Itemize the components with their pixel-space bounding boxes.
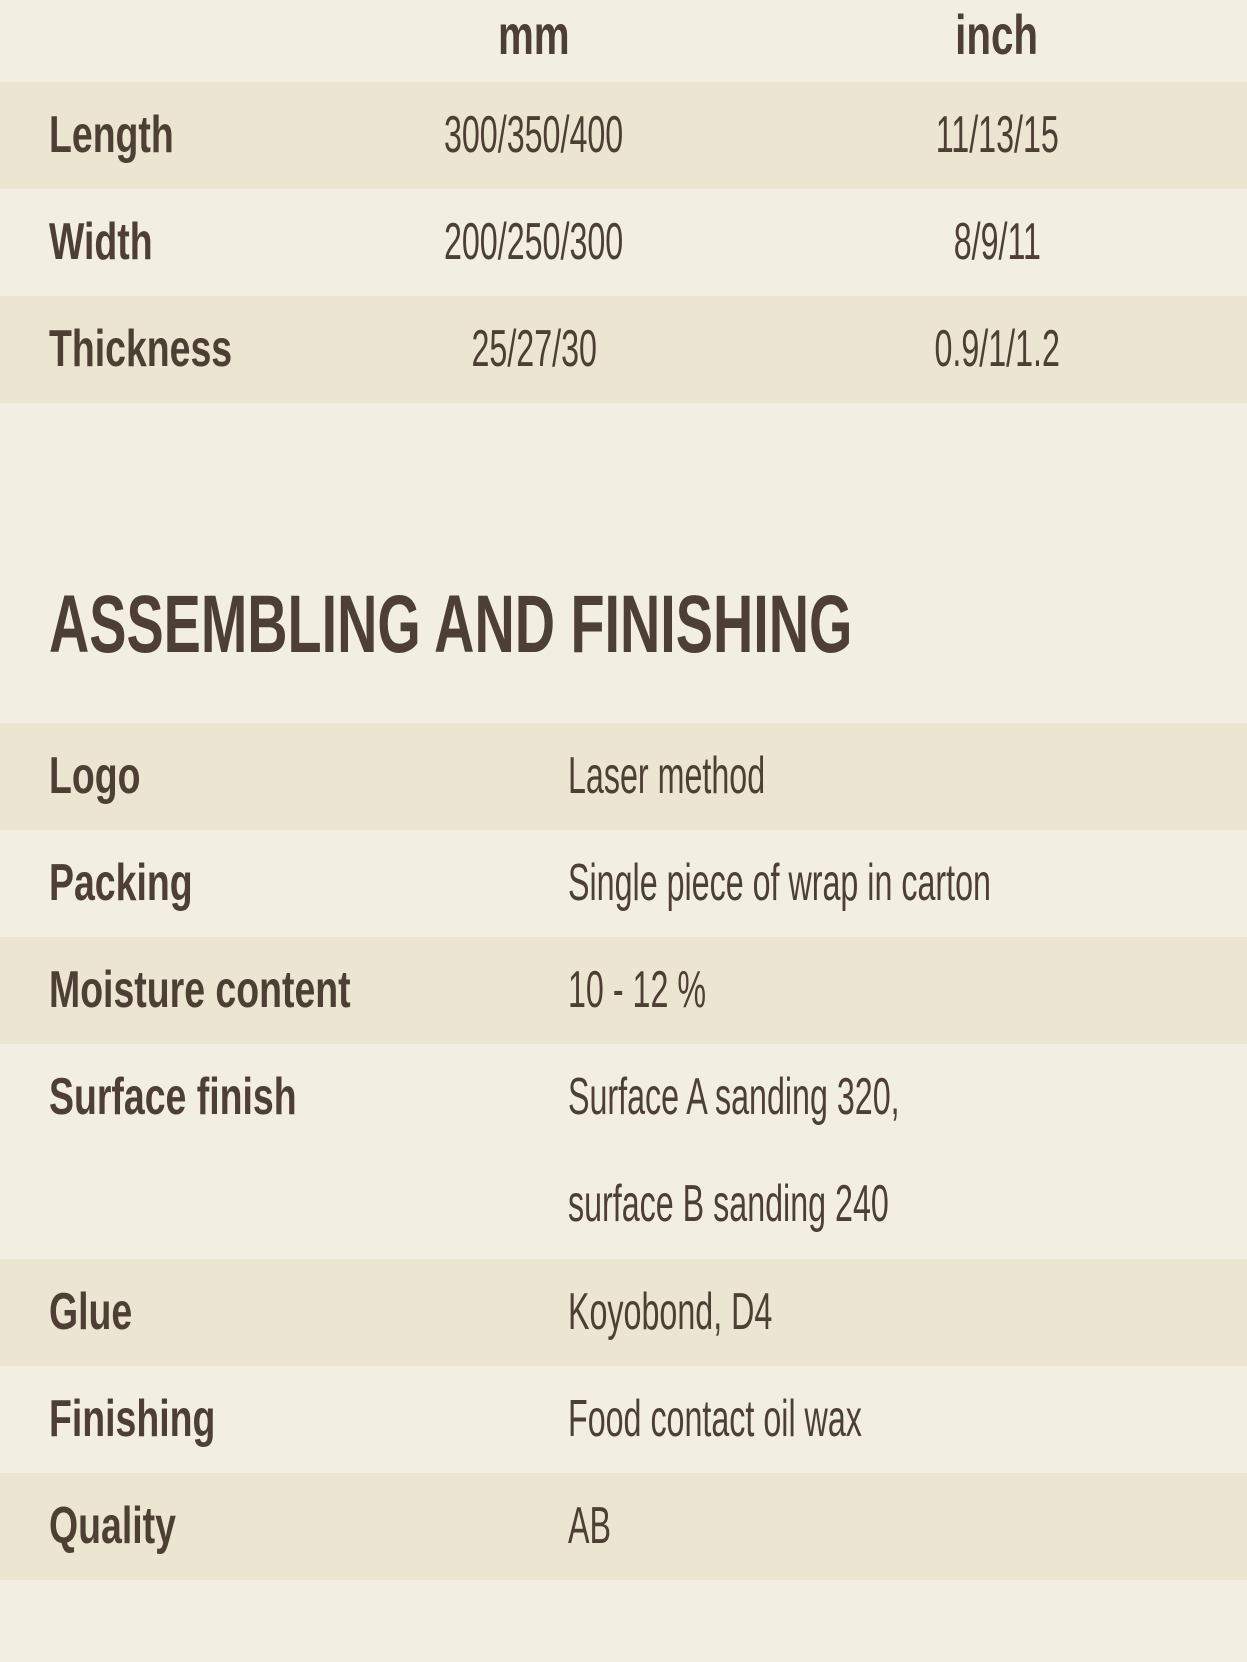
table-row: [0, 1259, 1247, 1366]
spec-value-line: Surface A sanding 320,: [568, 1068, 900, 1126]
dimension-mm-value: 300/350/400: [444, 106, 624, 164]
spec-label: Glue: [49, 1283, 133, 1341]
dimension-mm-value: 25/27/30: [471, 320, 597, 378]
spec-label: Moisture content: [49, 961, 351, 1019]
spec-value: Single piece of wrap in carton: [568, 854, 991, 912]
spec-label: Quality: [49, 1497, 176, 1555]
table-row: [0, 296, 1247, 403]
table-row: [0, 1366, 1247, 1473]
dimension-inch-value: 8/9/11: [953, 213, 1041, 271]
header-inch: inch: [955, 3, 1039, 66]
table-row: [0, 830, 1247, 937]
spec-value: Laser method: [568, 747, 766, 805]
table-row: [0, 1044, 1247, 1259]
spec-value-line: surface B sanding 240: [568, 1175, 889, 1233]
dimension-mm-value: 200/250/300: [444, 213, 624, 271]
spec-label: Finishing: [49, 1390, 216, 1448]
header-mm: mm: [498, 3, 570, 66]
spec-value: 10 - 12 %: [568, 961, 706, 1019]
spec-label: Packing: [49, 854, 193, 912]
specs-table: [0, 723, 1247, 1580]
spec-label: Logo: [49, 747, 141, 805]
dimension-inch-value: 0.9/1/1.2: [934, 320, 1060, 378]
dimension-label: Thickness: [49, 320, 233, 378]
dimensions-header-row: [0, 0, 1247, 82]
dimensions-table: [0, 0, 1247, 403]
dimension-label: Width: [49, 213, 153, 271]
table-row: [0, 937, 1247, 1044]
table-row: [0, 82, 1247, 189]
spec-value: Koyobond, D4: [568, 1283, 773, 1341]
table-row: [0, 723, 1247, 830]
spec-value: [568, 1044, 1103, 1258]
spec-value: AB: [568, 1497, 612, 1555]
table-row: [0, 1473, 1247, 1580]
dimension-inch-value: 11/13/15: [935, 106, 1059, 164]
dimension-label: Length: [49, 106, 174, 164]
section-title: ASSEMBLING AND FINISHING: [49, 579, 853, 670]
spec-value: Food contact oil wax: [568, 1390, 862, 1448]
spec-label: Surface finish: [49, 1068, 297, 1126]
table-row: [0, 189, 1247, 296]
